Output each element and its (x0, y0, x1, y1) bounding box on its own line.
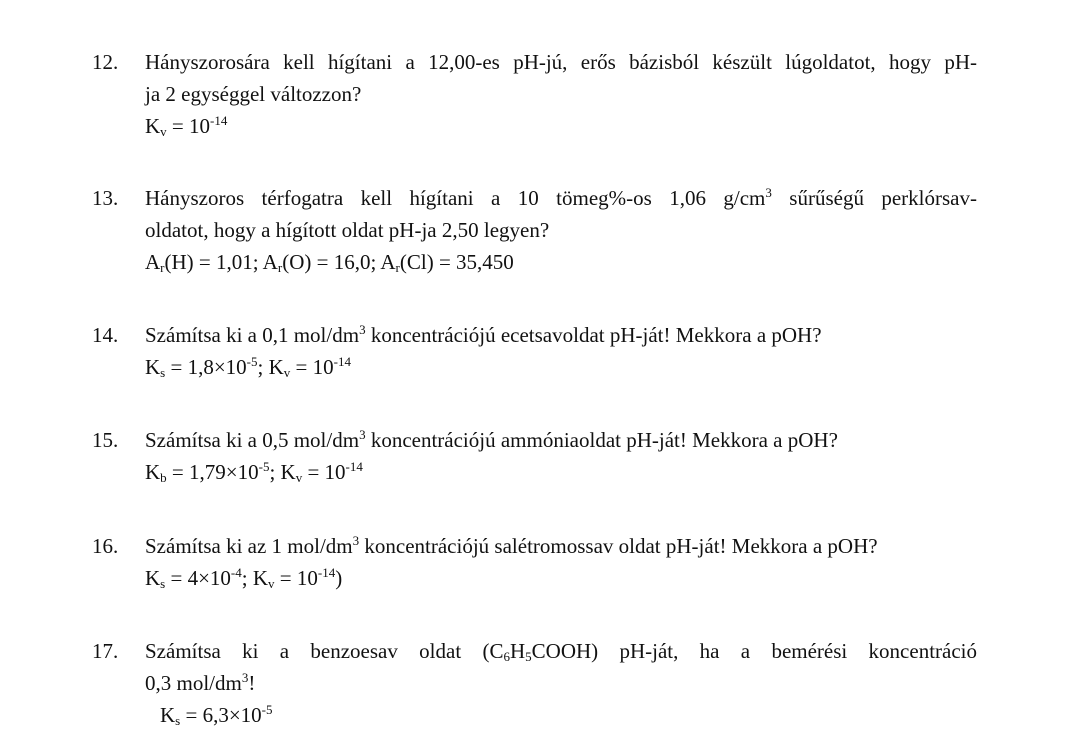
text-segment: (H) = 1,01; A (164, 250, 278, 274)
question-line (145, 110, 977, 142)
question-text (145, 424, 977, 456)
text-segment: H (509, 639, 526, 663)
question-number: 17. (92, 639, 119, 663)
question-text (145, 46, 977, 78)
question-text (145, 182, 977, 214)
question-number: 12. (92, 50, 119, 74)
text-segment: ; K (241, 566, 269, 590)
subscript: s (160, 365, 166, 380)
question-line (145, 456, 977, 488)
question-line (145, 214, 977, 246)
subscript: 6 (503, 649, 510, 664)
superscript: -5 (246, 354, 258, 369)
superscript: 3 (359, 322, 366, 337)
superscript: 3 (765, 185, 772, 200)
question-line (160, 699, 992, 731)
text-segment: COOH) pH-ját, ha a bemérési koncentráció (531, 639, 977, 663)
question-text (145, 530, 977, 562)
text-segment: = 4×10 (165, 566, 231, 590)
text-segment: = 10 (302, 460, 346, 484)
question-line (145, 246, 977, 278)
superscript: 3 (352, 533, 360, 548)
text-segment: = 1,79×10 (166, 460, 259, 484)
superscript: -14 (345, 459, 363, 474)
superscript: -14 (333, 354, 351, 369)
subscript: v (283, 365, 291, 380)
text-segment: K (145, 566, 161, 590)
superscript: -14 (317, 565, 336, 580)
question-number: 14. (92, 323, 119, 347)
subscript: v (295, 470, 303, 485)
text-segment: ; K (269, 460, 296, 484)
text-segment: ! (248, 671, 256, 695)
question-number: 13. (92, 186, 119, 210)
text-segment: koncentrációjú salétromossav oldat pH-ját! Mekkora a pOH? (359, 534, 878, 558)
text-segment: (Cl) = 35,450 (399, 250, 514, 274)
superscript: -5 (261, 702, 273, 717)
text-segment: Számítsa ki az 1 mol/dm (145, 534, 353, 558)
superscript: 3 (241, 670, 249, 685)
superscript: -5 (258, 459, 270, 474)
question-line (145, 78, 977, 110)
text-segment: Számítsa ki a benzoesav oldat (C (145, 639, 504, 663)
text-segment: = 1,8×10 (165, 355, 247, 379)
text-segment: 0,3 mol/dm (145, 671, 242, 695)
text-segment: K (145, 114, 161, 138)
superscript: -4 (230, 565, 242, 580)
question-line (145, 351, 977, 383)
superscript: -14 (210, 113, 228, 128)
text-segment: = 10 (290, 355, 334, 379)
subscript: v (268, 576, 275, 591)
text-segment: Számítsa ki a 0,5 mol/dm (145, 428, 360, 452)
text-segment: ja 2 egységgel változzon? (145, 82, 362, 106)
text-segment: K (145, 460, 161, 484)
text-segment: ) (335, 566, 343, 590)
text-segment: (O) = 16,0; A (282, 250, 396, 274)
text-segment: K (145, 355, 161, 379)
subscript: v (160, 124, 167, 139)
subscript: r (277, 260, 283, 275)
subscript: r (160, 260, 165, 275)
text-segment: Hányszorosára kell hígítani a 12,00-es pH-jú, erős bázisból készült lúgoldatot, hogy pH- (145, 50, 977, 74)
text-segment: sűrűségű perklórsav- (771, 186, 977, 210)
subscript: 5 (525, 649, 532, 664)
superscript: 3 (359, 427, 366, 442)
question-number: 16. (92, 534, 119, 558)
text-segment: Hányszoros térfogatra kell hígítani a 10 tömeg%-os 1,06 g/cm (145, 186, 766, 210)
question-number: 15. (92, 428, 119, 452)
text-segment: K (160, 703, 176, 727)
subscript: b (160, 470, 167, 485)
subscript: r (395, 260, 400, 275)
text-segment: A (145, 250, 161, 274)
text-segment: = 10 (274, 566, 318, 590)
question-line (145, 667, 977, 699)
text-segment: oldatot, hogy a hígított oldat pH-ja 2,50 legyen? (145, 218, 550, 242)
subscript: s (160, 576, 166, 591)
question-text (145, 319, 977, 351)
text-segment: Számítsa ki a 0,1 mol/dm (145, 323, 360, 347)
subscript: s (175, 713, 181, 728)
text-segment: = 6,3×10 (180, 703, 262, 727)
text-segment: koncentrációjú ecetsavoldat pH-ját! Mekkora a pOH? (365, 323, 822, 347)
text-segment: koncentrációjú ammóniaoldat pH-ját! Mekkora a pOH? (365, 428, 838, 452)
question-line (145, 562, 977, 594)
text-segment: ; K (257, 355, 284, 379)
question-text (145, 635, 977, 667)
text-segment: = 10 (166, 114, 211, 138)
